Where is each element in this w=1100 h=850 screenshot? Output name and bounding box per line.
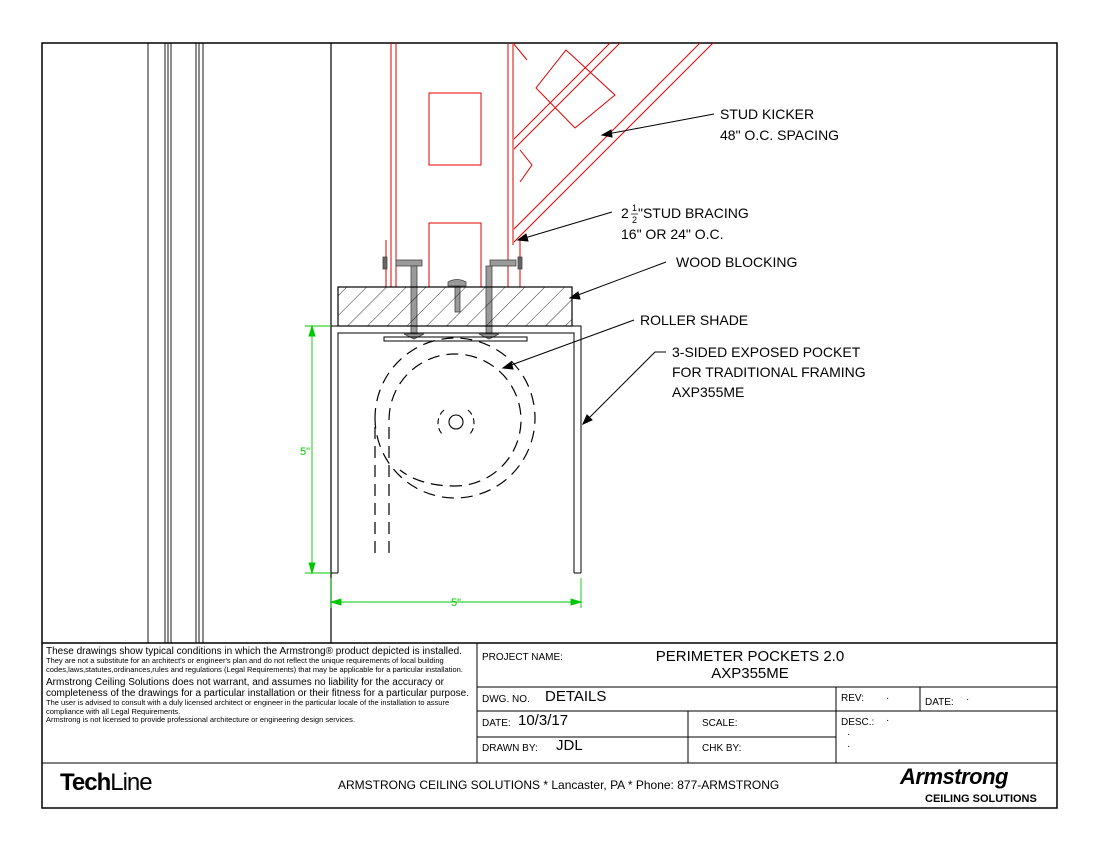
callout-stud-bracing-prefix: 2 [621,205,629,221]
date-label-rev: DATE: [925,697,954,708]
callout-pocket-line2: FOR TRADITIONAL FRAMING [672,364,866,380]
desc-value: · [886,715,890,726]
techline-logo-bold: Tech [60,769,111,796]
disclaimer-p1: They are not a substitute for an architect's or engineer's plan and do not reflect the unique requirements of local building codes,laws,statutes,ordinances,rules and regulations (Legal Requirements) that may be applicable for a particular installation. [46,656,463,674]
company-info: ARMSTRONG CEILING SOLUTIONS * Lancaster, PA * Phone: 877-ARMSTRONG [338,778,780,792]
chk-by-label: CHK BY: [702,743,742,754]
disclaimer-p1-heading: These drawings show typical conditions in which the Armstrong® product depicted is installed. [46,646,462,657]
roller-tube [438,410,474,436]
project-name-line2: AXP355ME [711,665,789,682]
callout-stud-bracing-fraction-num: 1 [632,203,638,213]
project-name-line1: PERIMETER POCKETS 2.0 [655,648,845,665]
armstrong-logo-sub: CEILING SOLUTIONS [925,793,1037,805]
dwg-no-label: DWG. NO. [482,694,530,705]
disclaimer-block [46,646,476,725]
desc-dots: · [847,729,851,740]
exposed-pocket [331,326,581,573]
wood-blocking [338,287,572,326]
callout-pocket-line1: 3-SIDED EXPOSED POCKET [672,344,861,360]
project-name-label: PROJECT NAME: [482,652,563,663]
techline-logo-light: Line [110,769,152,796]
disclaimer-p4: Armstrong is not licensed to provide professional architecture or engineering design services. [46,715,355,725]
roller-shade [375,338,535,553]
callout-stud-bracing-line2: 16" OR 24" O.C. [621,226,724,242]
armstrong-logo: Armstrong [900,764,1008,789]
desc-label: DESC.: [841,717,875,728]
drawn-by-label: DRAWN BY: [482,743,538,754]
date-value: 10/3/17 [518,712,569,729]
rev-label: REV: [841,693,864,704]
callout-stud-bracing: "STUD BRACING [638,205,749,221]
dimension-horizontal: 5" [451,597,462,609]
dwg-no-value: DETAILS [545,688,607,705]
callout-wood-blocking: WOOD BLOCKING [676,254,798,270]
disclaimer-p3: The user is advised to consult with a duly licensed architect or engineer in the particular locale of the installation to assure compliance with all Legal Requirements. [46,698,450,716]
callout-stud-kicker-line1: STUD KICKER [720,106,815,122]
callout-stud-kicker-line2: 48" O.C. SPACING [720,127,840,143]
drawn-by-value: JDL [556,737,583,754]
callout-stud-bracing-fraction-den: 2 [632,215,638,225]
rev-value: · [886,693,890,704]
dimension-lines [305,326,581,608]
disclaimer-p2: Armstrong Ceiling Solutions does not warrant, and assumes no liability for the accuracy or completeness of the drawings for a particular installation or their fitness for a particular purpose. [46,676,469,700]
scale-label: SCALE: [702,718,738,729]
callout-pocket-line3: AXP355ME [672,384,745,400]
date-value-rev: · [966,694,970,705]
desc-dots-2: · [847,741,851,752]
dimension-vertical: 5" [300,446,311,458]
techline-logo [60,769,152,797]
wall-layers [148,43,331,643]
date-label: DATE: [482,718,511,729]
callout-roller-shade: ROLLER SHADE [640,312,749,328]
vertical-stud [391,43,513,287]
